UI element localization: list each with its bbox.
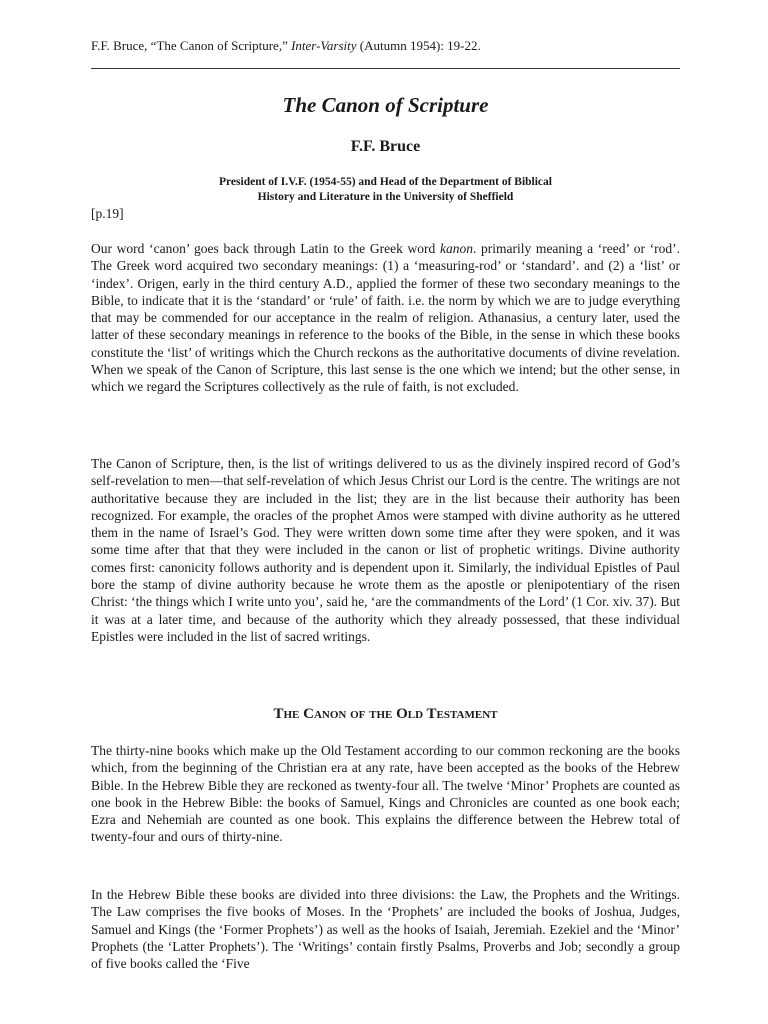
paragraph-1-rest: . primarily meaning a ‘reed’ or ‘rod’. The Greek word acquired two secondary meanings: (1) a ‘measuring-rod’ or ‘standard’. and (2) a ‘list’ or ‘index’. Origen, early in the third century A.D., applied the former of these two secondary meanings to the Bible, to indicate that it is the ‘standard’ or ‘rule’ of faith. i.e. the norm by which we are to judge everything that may be commended for our acceptance in the realm of religion. Athanasius, a century later, used the latter of these secondary meanings in reference to the books of the Bible, in the sense in which these books constitute the ‘list’ of writings which the Church reckons as the authoritative documents of divine revelation. When we speak of the Canon of Scripture, this last sense is the one which we intend; but the other sense, in which we regard the Scriptures collectively as the rule of faith, is not excluded. bbox=[91, 241, 680, 395]
kanon-term: kanon bbox=[439, 241, 473, 256]
paragraph-2: The Canon of Scripture, then, is the list of writings delivered to us as the divinely inspired record of God’s self-revelation to men—that self-revelation of which Jesus Christ our Lord is the centre. The writings are not authoritative because they are included in the list; they are in the list because their authority has been recognized. For example, the oracles of the prophet Amos were stamped with divine authority as he uttered them in the name of Israel’s God. They were written down some time after they were spoken, and it was some time after that that they were included in the canon or list of prophetic writings. Divine authority comes first: canonicity follows authority and is dependent upon it. Similarly, the individual Epistles of Paul bore the stamp of divine authority because he wrote them as the apostle or plenipotentiary of the risen Christ: ‘the things which I write unto you’, said he, ‘are the commandments of the Lord’ (1 Cor. xiv. 37). But it was at a later time, and because of the authority which they already possessed, that these individual Epistles were included in the list of sacred writings. bbox=[91, 456, 680, 644]
page-reference: [p.19] bbox=[91, 206, 124, 221]
citation-suffix: (Autumn 1954): 19-22. bbox=[356, 38, 481, 53]
affiliation-line-2: History and Literature in the University of Sheffield bbox=[257, 191, 514, 203]
article-title: The Canon of Scripture bbox=[282, 93, 489, 117]
paragraph-1 bbox=[91, 240, 680, 396]
citation-header bbox=[91, 38, 481, 54]
section-heading: The Canon of the Old Testament bbox=[273, 706, 498, 722]
citation-prefix: F.F. Bruce, “The Canon of Scripture,” bbox=[91, 38, 292, 53]
author-affiliation bbox=[91, 175, 680, 205]
paragraph-3: The thirty-nine books which make up the Old Testament according to our common reckoning are the books which, from the beginning of the Christian era at any rate, have been accepted as the books of the Hebrew Bible. In the Hebrew Bible they are reckoned as twenty-four all. The twelve ‘Minor’ Prophets are counted as one book in the Hebrew Bible: the books of Samuel, Kings and Chronicles are counted as one book each; Ezra and Nehemiah are counted as one book. This explains the difference between the Hebrew total of twenty-four and ours of thirty-nine. bbox=[91, 743, 680, 845]
paragraph-4: In the Hebrew Bible these books are divided into three divisions: the Law, the Prophets and the Writings. The Law comprises the five books of Moses. In the ‘Prophets’ are included the books of Joshua, Judges, Samuel and Kings (the ‘Former Prophets’) as well as the hooks of Isaiah, Jeremiah. Ezekiel and the ‘Minor’ Prophets (the ‘Latter Prophets’). The ‘Writings’ contain firstly Psalms, Proverbs and Job; secondly a group of five books called the ‘Five bbox=[91, 887, 680, 972]
paragraph-1-start: Our word ‘canon’ goes back through Latin to the Greek word bbox=[91, 241, 440, 256]
article-author: F.F. Bruce bbox=[350, 138, 421, 155]
affiliation-line-1: President of I.V.F. (1954-55) and Head of the Department of Biblical bbox=[219, 176, 552, 188]
citation-journal: Inter-Varsity bbox=[291, 38, 357, 53]
header-divider bbox=[91, 68, 680, 69]
